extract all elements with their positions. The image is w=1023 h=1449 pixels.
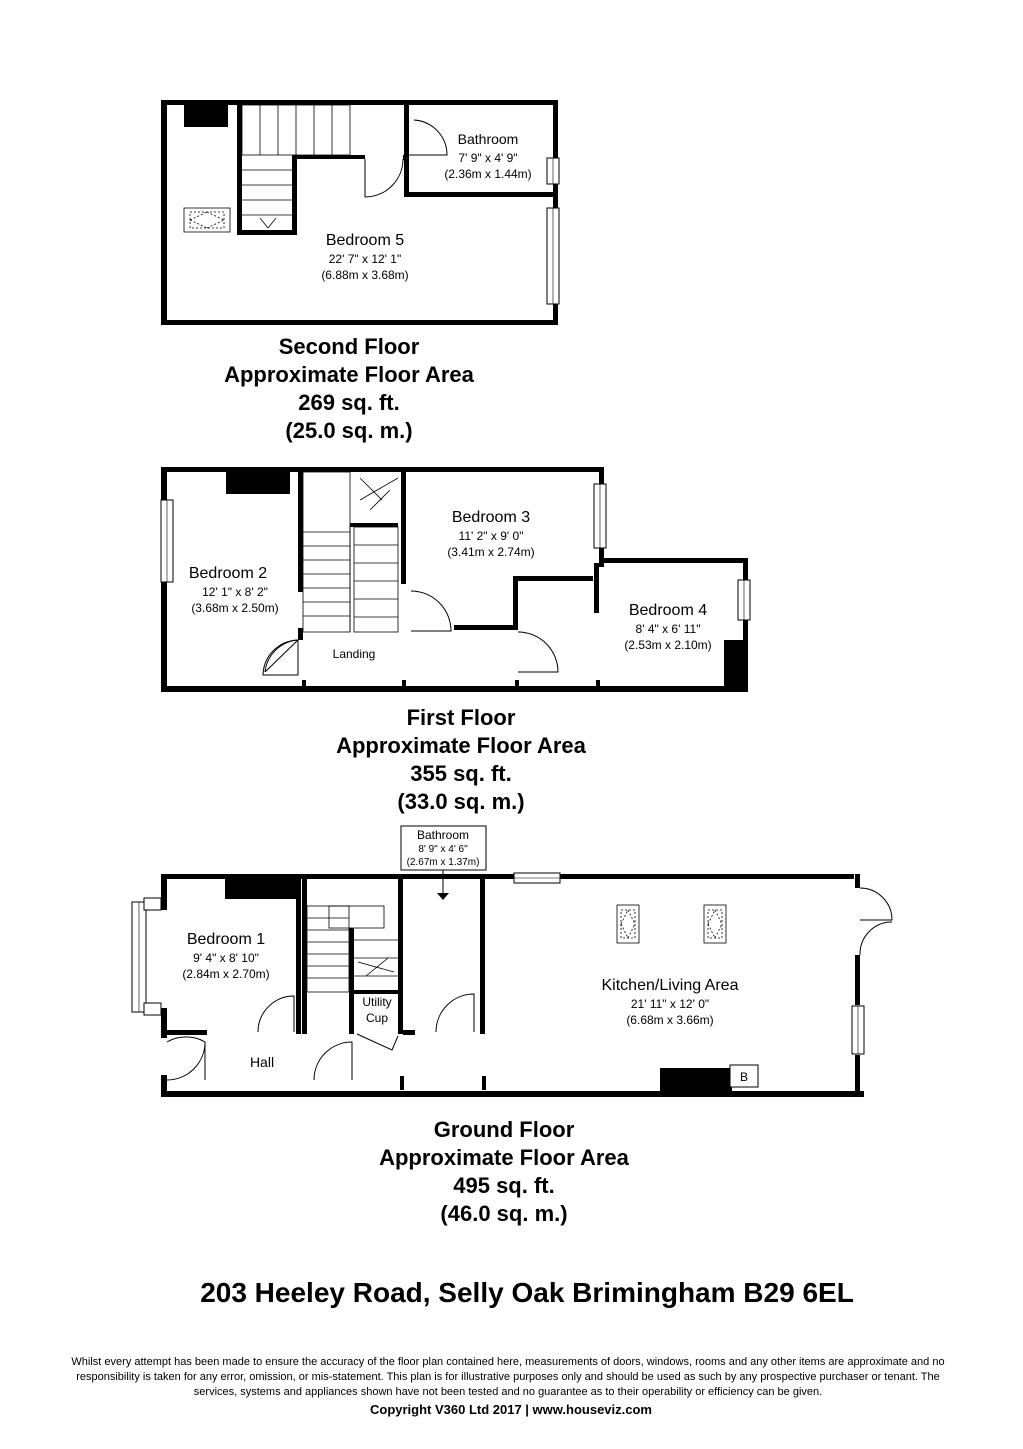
ground-floor-plan xyxy=(132,826,892,1097)
room-name: Bedroom 1 xyxy=(186,931,266,948)
bathroom-door-swing xyxy=(409,120,447,155)
door-swing xyxy=(258,996,294,1032)
skylight-icon xyxy=(704,905,726,943)
floor-title: Second Floor xyxy=(278,334,420,359)
door-swing xyxy=(314,1042,352,1080)
room-name: Kitchen/Living Area xyxy=(601,977,739,994)
room-name: Hall xyxy=(249,1054,275,1070)
floor-area-label: Approximate Floor Area xyxy=(224,362,474,387)
room-name: Bedroom 3 xyxy=(451,509,531,526)
room-dimensions-metric: (2.36m x 1.44m) xyxy=(444,167,532,181)
floor-area-sqm: (46.0 sq. m.) xyxy=(440,1201,568,1226)
room-dimensions: 8' 4" x 6' 11" xyxy=(635,622,701,636)
floor-area-sqm: (25.0 sq. m.) xyxy=(285,418,413,443)
boiler-label: B xyxy=(739,1070,749,1084)
disclaimer-line: responsibility is taken for any error, omission, or mis-statement. This plan is for illustrative purposes only and should be used as such by any prospective purchaser or tenant. The xyxy=(76,1371,940,1383)
first-floor-stairs xyxy=(303,472,398,632)
copyright: Copyright V360 Ltd 2017 | www.houseviz.com xyxy=(369,1402,653,1417)
floor-title: Ground Floor xyxy=(433,1117,575,1142)
room-name: Bedroom 5 xyxy=(325,232,405,249)
room-name: Bedroom 4 xyxy=(628,602,708,619)
room-dimensions: 21' 11" x 12' 0" xyxy=(630,997,710,1011)
cupboard-door xyxy=(357,1034,398,1050)
room-name: Bathroom xyxy=(457,131,519,147)
room-dimensions-metric: (3.68m x 2.50m) xyxy=(191,601,279,615)
room-name: Cup xyxy=(365,1011,389,1025)
room-dimensions: 22' 7" x 12' 1" xyxy=(328,252,402,266)
floor-area-sqm: (33.0 sq. m.) xyxy=(397,789,525,814)
floor-title: First Floor xyxy=(406,705,516,730)
door-swing xyxy=(365,159,403,197)
room-name: Bathroom xyxy=(416,828,470,842)
floor-area-sqft: 269 sq. ft. xyxy=(298,390,400,415)
room-name: Landing xyxy=(332,647,376,661)
floor-area-sqft: 495 sq. ft. xyxy=(453,1173,555,1198)
room-dimensions-metric: (2.67m x 1.37m) xyxy=(406,857,480,868)
disclaimer-line: Whilst every attempt has been made to ensure the accuracy of the floor plan contained here, measurements of doors, windows, rooms and any other items are approximate and no xyxy=(71,1356,945,1368)
room-dimensions-metric: (3.41m x 2.74m) xyxy=(447,545,535,559)
front-door-swing xyxy=(167,1037,205,1080)
property-address: 203 Heeley Road, Selly Oak Brimingham B29 6EL xyxy=(200,1277,854,1308)
arrow-down-icon xyxy=(437,893,449,900)
door-swing xyxy=(436,994,474,1032)
room-dimensions: 8' 9" x 4' 6" xyxy=(418,844,468,855)
skylight-icon xyxy=(617,905,639,943)
skylight-icon xyxy=(184,208,230,232)
door-swing xyxy=(518,632,558,672)
room-dimensions: 12' 1" x 8' 2" xyxy=(202,585,268,599)
second-floor-wall-top xyxy=(161,100,558,105)
room-dimensions: 9' 4" x 8' 10" xyxy=(193,951,259,965)
disclaimer-line: services, systems and appliances shown have not been tested and no guarantee as to their operability or efficiency can be given. xyxy=(193,1386,823,1398)
room-dimensions-metric: (2.84m x 2.70m) xyxy=(182,967,270,981)
first-floor-plan xyxy=(161,467,750,692)
room-name: Bedroom 2 xyxy=(188,565,268,582)
floor-area-label: Approximate Floor Area xyxy=(379,1145,629,1170)
second-floor-stairs xyxy=(242,105,332,228)
second-floor-wall-bottom xyxy=(161,320,558,325)
second-floor-plan xyxy=(161,100,559,325)
room-dimensions: 11' 2" x 9' 0" xyxy=(458,529,524,543)
floor-area-sqft: 355 sq. ft. xyxy=(410,761,512,786)
room-name: Utility xyxy=(362,995,392,1009)
chimney-breast xyxy=(184,105,228,127)
room-dimensions: 7' 9" x 4' 9" xyxy=(458,151,518,165)
bay-window xyxy=(132,898,161,1015)
french-doors xyxy=(860,888,892,955)
room-dimensions-metric: (2.53m x 2.10m) xyxy=(624,638,712,652)
door-swing xyxy=(411,591,451,631)
room-dimensions-metric: (6.88m x 3.68m) xyxy=(321,268,409,282)
second-floor-wall-left xyxy=(161,100,167,325)
room-dimensions-metric: (6.68m x 3.66m) xyxy=(626,1013,714,1027)
floor-area-label: Approximate Floor Area xyxy=(336,733,586,758)
